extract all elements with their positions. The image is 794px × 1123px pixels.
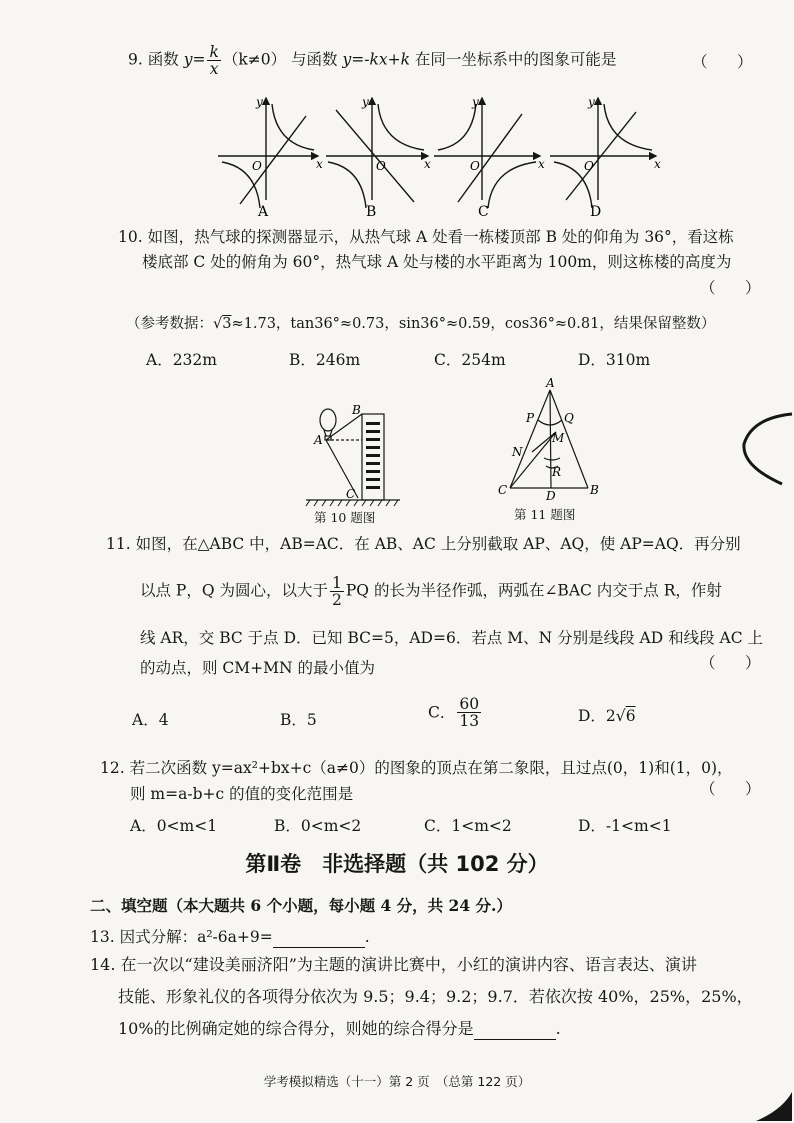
- graph-d: [550, 98, 656, 208]
- graph-b-y-label: y: [362, 95, 369, 109]
- fig11-label-d: D: [546, 489, 556, 502]
- q10-reference: [126, 313, 715, 335]
- q11-option-b: B．5: [280, 711, 317, 729]
- fig11-label-c: C: [498, 483, 508, 497]
- q9-graphs: [210, 92, 670, 220]
- graph-b: [326, 98, 428, 208]
- q10-option-c: C．254m: [434, 351, 506, 369]
- q11-line1-text: 如图，在△ABC 中，AB=AC．在 AB、AC 上分别截取 AP、AQ，使 AP=AQ．再分别: [135, 535, 741, 553]
- q11-line2-a: 以点 P，Q 为圆心，以大于: [140, 581, 328, 600]
- q10-answer-paren: （ ）: [700, 279, 761, 297]
- q11-option-c: C． $\frac{60}{13}$: [428, 695, 480, 730]
- fig10-label-a: A: [314, 433, 323, 447]
- q9-answer-paren: （ ）: [692, 53, 753, 71]
- q14-line1: [90, 954, 697, 976]
- q10-ref-rest: ≈1.73，tan36°≈0.73，sin36°≈0.59，cos36°≈0.81，结果保留整数）: [231, 316, 716, 332]
- q10-ref-prefix: （参考数据：: [126, 316, 213, 332]
- graph-b-x-label: x: [424, 157, 431, 171]
- scan-edge-mark: [732, 408, 794, 488]
- fig11-label-a: A: [546, 376, 555, 390]
- graph-b-label: B: [366, 204, 377, 220]
- q13-end: .: [364, 928, 370, 946]
- q12-line1-text: 若二次函数 y=ax²+bx+c（a≠0）的图象的顶点在第二象限，且过点(0，1)和(1，0)，: [129, 759, 733, 777]
- q13-text: 因式分解：a²-6a+9=: [119, 928, 273, 946]
- q9-func1-lhs: y=: [183, 50, 206, 69]
- q11-line1: [106, 533, 741, 555]
- q14-line3: [118, 1018, 561, 1040]
- graph-d-origin: O: [584, 159, 594, 173]
- q9-text-c: 在同一坐标系中的图象可能是: [414, 50, 617, 69]
- graph-c-y-label: y: [472, 95, 479, 109]
- q12-number: 12.: [100, 759, 125, 777]
- q12-answer-paren: （ ）: [700, 780, 761, 798]
- q11-line3: 线 AR，交 BC 于点 D．已知 BC=5，AD=6．若点 M、N 分别是线段 AD 和线段 AC 上: [140, 629, 763, 647]
- q11-option-a: A．4: [132, 711, 169, 729]
- fig10-label-c: C: [346, 487, 356, 501]
- q10-line2: 楼底部 C 处的俯角为 60°，热气球 A 处与楼的水平距离为 100m，则这栋楼的高度为: [142, 253, 732, 271]
- q10-option-a: A．232m: [146, 351, 217, 369]
- graph-d-label: D: [590, 204, 602, 220]
- q9-stem: [128, 44, 616, 77]
- q14-line1-text: 在一次以“建设美丽济阳”为主题的演讲比赛中，小红的演讲内容、语言表达、演讲: [120, 955, 697, 974]
- q11-fraction-half: $\frac{1}{2}$: [332, 574, 342, 609]
- fig11-label-p: P: [526, 411, 535, 425]
- graph-d-y-label: y: [588, 95, 595, 109]
- q9-func2: y=-kx+k: [342, 50, 410, 69]
- q11-number: 11.: [106, 535, 131, 553]
- q9-func1-fraction: [207, 44, 220, 77]
- fig10-label-b: B: [352, 403, 361, 417]
- graph-c-x-label: x: [538, 157, 545, 171]
- q10-figure-caption: 第 10 题图: [314, 510, 376, 525]
- fig11-label-b: B: [590, 483, 599, 497]
- q11-line2-b: PQ 的长为半径作弧，两弧在∠BAC 内交于点 R，作射: [345, 581, 722, 600]
- q9-number: 9.: [128, 50, 143, 69]
- graph-d-x-label: x: [654, 157, 661, 171]
- q11-figure-caption: 第 11 题图: [514, 507, 576, 522]
- q12-option-b: B．0<m<2: [274, 817, 362, 835]
- page-footer: 学考模拟精选（十一）第 2 页 （总第 122 页）: [263, 1074, 531, 1089]
- graph-a-y-label: y: [256, 95, 263, 109]
- q9-func1-cond: （k≠0）: [222, 50, 287, 69]
- q13-number: 13.: [90, 928, 115, 946]
- graph-c-origin: O: [470, 159, 480, 173]
- q9-func1-num: k: [209, 43, 219, 61]
- fig11-label-q: Q: [564, 411, 574, 425]
- part2-title: 第Ⅱ卷 非选择题（共 102 分）: [245, 852, 549, 876]
- q12-line2: 则 m=a-b+c 的值的变化范围是: [130, 785, 354, 803]
- q12-option-a: A．0<m<1: [130, 817, 218, 835]
- graph-c-label: C: [478, 204, 489, 220]
- q13-line: [90, 926, 370, 948]
- q11-answer-paren: （ ）: [700, 654, 761, 672]
- q9-func1-den: x: [209, 60, 219, 78]
- q9-text-b: 与函数: [291, 50, 338, 69]
- q11-line4: 的动点，则 CM+MN 的最小值为: [140, 659, 376, 677]
- q10-option-b: B．246m: [289, 351, 361, 369]
- q10-ref-sqrt: √3: [213, 316, 232, 332]
- graph-a-label: A: [258, 204, 269, 220]
- q13-answer-blank[interactable]: [273, 931, 365, 948]
- fig11-label-m: M: [552, 431, 565, 445]
- q10-figure: [300, 400, 410, 510]
- q10-line1: [118, 226, 734, 248]
- q11-option-c-fraction: $\frac{60}{13}$: [459, 695, 480, 730]
- graph-a-x-label: x: [316, 157, 323, 171]
- q11-option-d: D．2√6: [578, 707, 636, 725]
- graph-c: [434, 98, 540, 208]
- q9-text-a: 函数: [147, 50, 179, 69]
- q10-option-d: D．310m: [578, 351, 651, 369]
- q11-line2: [140, 575, 722, 608]
- section2-heading: 二、填空题（本大题共 6 个小题，每小题 4 分，共 24 分.）: [90, 896, 512, 915]
- q14-answer-blank[interactable]: [474, 1023, 556, 1040]
- q12-line1: [100, 757, 733, 779]
- graph-a: [218, 98, 318, 208]
- fig11-label-r: R: [552, 465, 562, 479]
- q10-line1-text: 如图，热气球的探测器显示，从热气球 A 处看一栋楼顶部 B 处的仰角为 36°，看这栋: [147, 228, 734, 246]
- q14-number: 14.: [90, 955, 116, 974]
- scan-corner-mark: [752, 1090, 794, 1123]
- graph-b-origin: O: [376, 159, 386, 173]
- q14-end: .: [555, 1019, 561, 1038]
- q11-figure: [494, 376, 606, 502]
- q12-option-c: C．1<m<2: [424, 817, 512, 835]
- q14-line3-text: 10%的比例确定她的综合得分，则她的综合得分是: [118, 1019, 474, 1038]
- q14-line2: 技能、形象礼仪的各项得分依次为 9.5；9.4；9.2；9.7．若依次按 40%，25%，25%，: [118, 987, 753, 1006]
- q12-option-d: D．-1<m<1: [578, 817, 672, 835]
- q10-number: 10.: [118, 228, 143, 246]
- fig11-label-n: N: [512, 445, 523, 459]
- graph-a-origin: O: [252, 159, 262, 173]
